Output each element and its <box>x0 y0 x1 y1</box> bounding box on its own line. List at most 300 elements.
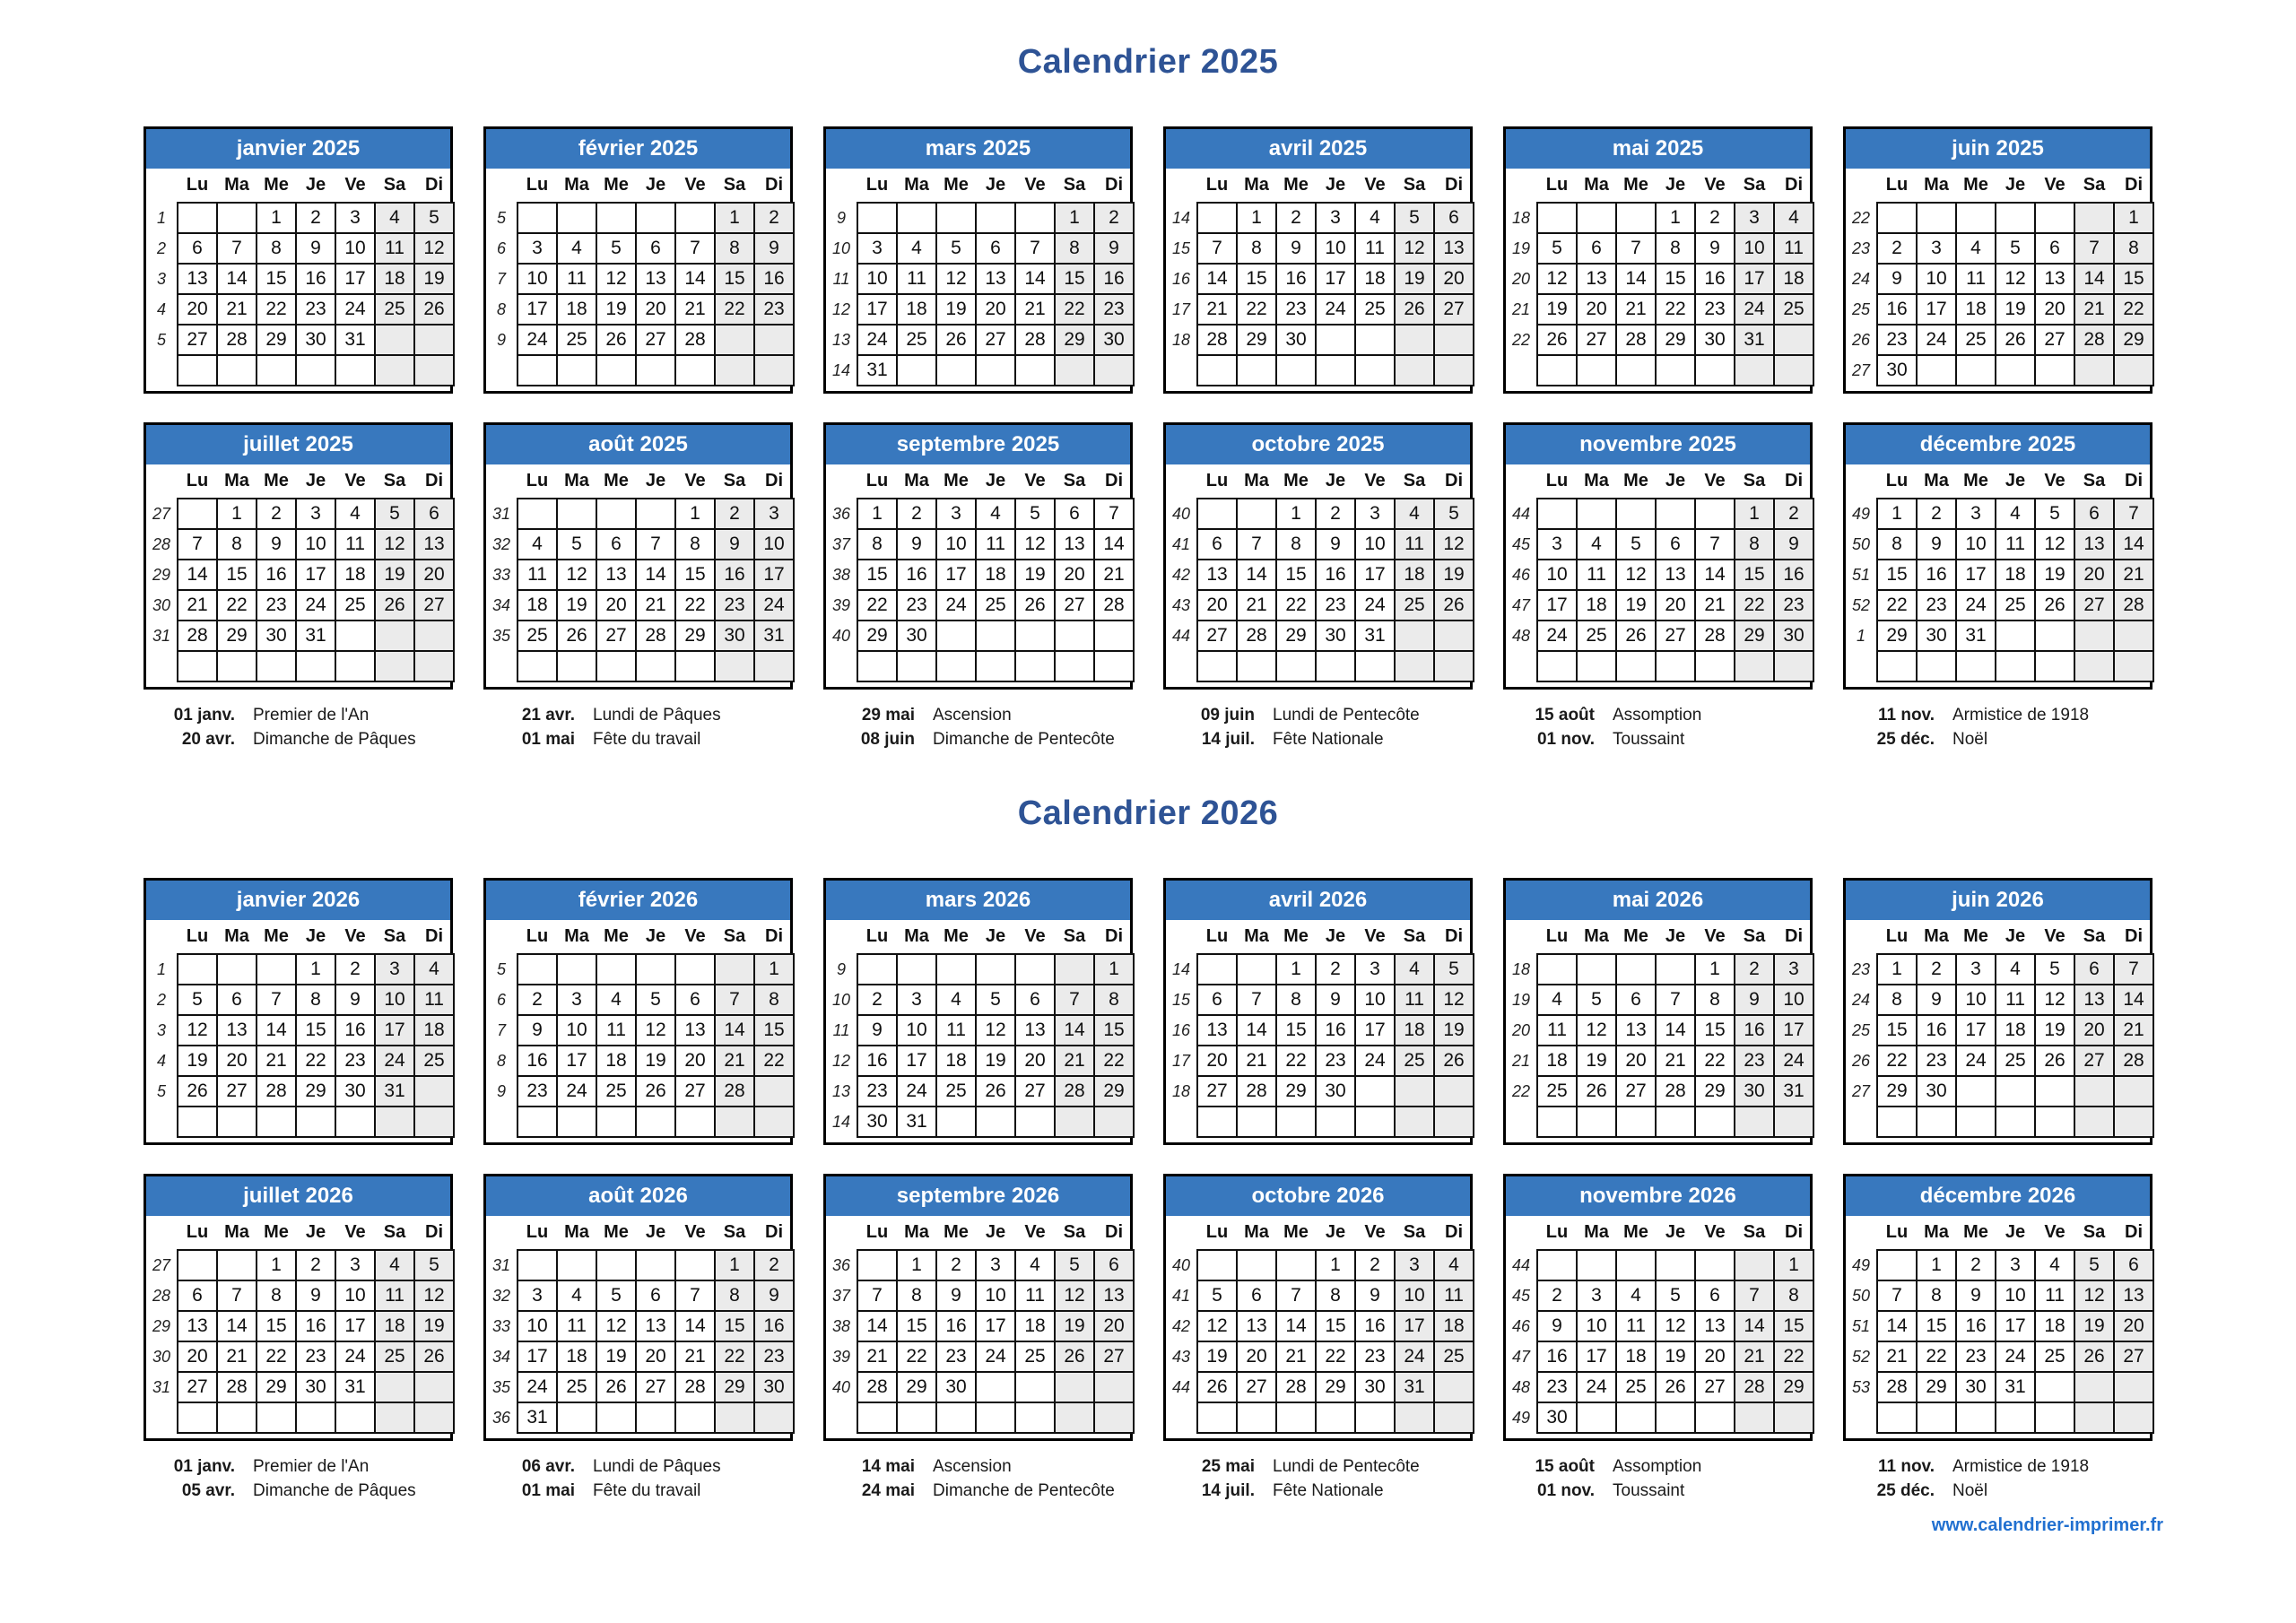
day-cell: 29 <box>1774 1372 1813 1402</box>
day-cell: 25 <box>1616 1372 1656 1402</box>
day-cell: 3 <box>557 985 596 1015</box>
day-cell <box>976 621 1015 651</box>
day-cell: 23 <box>517 1076 557 1107</box>
day-cell: 10 <box>1395 1280 1434 1311</box>
day-cell: 5 <box>1395 203 1434 233</box>
day-cell: 29 <box>675 621 715 651</box>
day-header-cell: Di <box>1445 471 1463 490</box>
week-number-cell: 50 <box>1846 529 1877 560</box>
week-row <box>1846 1076 2153 1107</box>
day-header-row <box>146 464 454 499</box>
holiday-date: 01 janv. <box>173 706 235 725</box>
day-cell: 9 <box>517 1015 557 1046</box>
day-cell: 7 <box>1197 233 1237 264</box>
day-cell <box>675 203 715 233</box>
month-title: novembre 2026 <box>1506 1176 1810 1216</box>
day-cell: 22 <box>715 294 754 325</box>
day-cell <box>1735 355 1774 386</box>
day-cell: 3 <box>517 1280 557 1311</box>
day-header-cell: Sa <box>383 471 406 490</box>
week-row <box>486 621 794 651</box>
year-title: Calendrier 2026 <box>1017 794 1279 832</box>
day-cell: 28 <box>675 1372 715 1402</box>
day-header-cell: Sa <box>1403 926 1426 946</box>
week-number-cell: 48 <box>1506 1372 1537 1402</box>
week-row <box>826 529 1134 560</box>
day-cell <box>1197 651 1237 681</box>
day-cell: 17 <box>1355 1015 1395 1046</box>
day-cell: 3 <box>1577 1280 1616 1311</box>
day-cell: 11 <box>375 1280 414 1311</box>
day-cell <box>517 954 557 985</box>
day-cell: 17 <box>897 1046 936 1076</box>
day-cell: 24 <box>976 1341 1015 1372</box>
day-cell: 3 <box>1395 1250 1434 1280</box>
day-cell <box>375 1107 414 1137</box>
day-cell: 15 <box>1276 560 1316 590</box>
week-number-cell <box>1506 355 1537 386</box>
day-cell: 20 <box>1656 590 1695 621</box>
day-cell <box>2074 1076 2114 1107</box>
day-cell <box>1237 954 1276 985</box>
day-cell <box>754 355 794 386</box>
day-cell: 8 <box>2114 233 2153 264</box>
week-row <box>486 1402 794 1433</box>
day-cell: 7 <box>2114 954 2153 985</box>
day-cell: 5 <box>1656 1280 1695 1311</box>
day-cell <box>596 1402 636 1433</box>
day-cell: 18 <box>1395 560 1434 590</box>
week-row <box>1846 1107 2153 1137</box>
day-header-cell: Sa <box>2083 175 2106 195</box>
day-cell <box>257 651 296 681</box>
week-number-cell: 40 <box>1166 499 1197 529</box>
day-cell: 15 <box>675 560 715 590</box>
holiday-entry <box>1525 727 1813 751</box>
day-cell: 17 <box>1917 294 1956 325</box>
day-cell <box>178 1250 217 1280</box>
day-cell <box>1577 954 1616 985</box>
day-header-cell: Je <box>645 926 666 946</box>
day-cell: 2 <box>1877 233 1917 264</box>
day-cell <box>1015 954 1055 985</box>
day-cell <box>257 954 296 985</box>
day-cell: 27 <box>1094 1341 1134 1372</box>
day-header-cell: Me <box>264 175 289 195</box>
day-cell: 18 <box>517 590 557 621</box>
day-cell: 7 <box>217 233 257 264</box>
week-number-column-header <box>1846 464 1877 499</box>
day-cell: 15 <box>217 560 257 590</box>
week-number-cell: 37 <box>826 529 857 560</box>
day-cell <box>414 1107 454 1137</box>
day-cell <box>517 1250 557 1280</box>
footer-link[interactable]: www.calendrier-imprimer.fr <box>1931 1515 2163 1535</box>
day-cell: 21 <box>675 294 715 325</box>
day-cell: 29 <box>1316 1372 1355 1402</box>
day-cell: 10 <box>1735 233 1774 264</box>
day-header-cell: Lu <box>865 471 889 490</box>
day-cell: 24 <box>1917 325 1956 355</box>
day-cell <box>1434 1402 1474 1433</box>
day-cell: 28 <box>2114 590 2153 621</box>
month-calendar <box>144 1174 453 1441</box>
week-number-cell: 17 <box>1166 1046 1197 1076</box>
day-cell: 17 <box>754 560 794 590</box>
day-cell <box>296 355 335 386</box>
day-cell: 20 <box>636 1341 675 1372</box>
holiday-date: 15 août <box>1535 706 1595 725</box>
day-cell: 20 <box>1695 1341 1735 1372</box>
month-calendar <box>483 1174 793 1441</box>
day-cell <box>1055 355 1094 386</box>
day-cell <box>414 1402 454 1433</box>
week-row <box>1846 985 2153 1015</box>
day-cell: 24 <box>296 590 335 621</box>
day-cell: 17 <box>1956 560 1996 590</box>
day-cell: 13 <box>1434 233 1474 264</box>
day-header-cell: Me <box>1283 471 1309 490</box>
week-number-cell: 31 <box>486 499 517 529</box>
day-header-row <box>1846 920 2153 954</box>
week-row <box>1846 499 2153 529</box>
day-header-cell: Lu <box>865 926 889 946</box>
day-cell <box>1355 1402 1395 1433</box>
day-cell: 21 <box>2114 560 2153 590</box>
week-number-cell: 47 <box>1506 1341 1537 1372</box>
week-number-cell: 2 <box>146 985 178 1015</box>
day-cell <box>2114 621 2153 651</box>
day-cell: 6 <box>976 233 1015 264</box>
day-cell: 12 <box>1015 529 1055 560</box>
day-header-cell: Ve <box>2044 1222 2066 1242</box>
day-cell: 19 <box>2074 1311 2114 1341</box>
day-cell <box>976 954 1015 985</box>
day-cell: 25 <box>414 1046 454 1076</box>
week-number-cell: 5 <box>146 1076 178 1107</box>
day-header-cell: Di <box>2125 471 2143 490</box>
day-cell: 13 <box>2114 1280 2153 1311</box>
month-grid <box>826 169 1135 386</box>
month-title: février 2026 <box>486 881 790 920</box>
day-cell <box>1094 1372 1134 1402</box>
day-cell: 7 <box>715 985 754 1015</box>
day-cell: 17 <box>1956 1015 1996 1046</box>
day-cell <box>1774 325 1813 355</box>
day-header-cell: Je <box>305 1222 326 1242</box>
day-header-cell: Di <box>2125 1222 2143 1242</box>
day-header-row <box>1846 1216 2153 1250</box>
week-row <box>1506 264 1813 294</box>
week-row <box>1166 1280 1474 1311</box>
day-cell: 9 <box>1735 985 1774 1015</box>
day-cell: 18 <box>2035 1311 2074 1341</box>
week-number-cell: 42 <box>1166 560 1197 590</box>
month-grid <box>1506 1216 1814 1434</box>
day-cell: 2 <box>715 499 754 529</box>
day-cell: 26 <box>1015 590 1055 621</box>
day-cell: 21 <box>1276 1341 1316 1372</box>
month-grid <box>146 464 455 682</box>
week-row <box>1506 1046 1813 1076</box>
day-cell: 8 <box>296 985 335 1015</box>
month-title: juin 2025 <box>1846 129 2150 169</box>
day-cell: 10 <box>1996 1280 2035 1311</box>
day-cell: 4 <box>1355 203 1395 233</box>
day-cell: 21 <box>636 590 675 621</box>
day-cell: 8 <box>257 233 296 264</box>
holiday-label: Fête du travail <box>593 730 701 749</box>
week-number-cell: 5 <box>486 954 517 985</box>
day-cell: 3 <box>1956 499 1996 529</box>
day-cell <box>1355 1107 1395 1137</box>
day-cell: 11 <box>976 529 1015 560</box>
day-header-row <box>826 169 1134 203</box>
day-cell: 4 <box>2035 1250 2074 1280</box>
day-cell: 29 <box>1094 1076 1134 1107</box>
day-cell: 20 <box>675 1046 715 1076</box>
week-row <box>826 985 1134 1015</box>
week-number-cell: 27 <box>146 499 178 529</box>
day-header-cell: Ve <box>1704 926 1726 946</box>
day-cell: 17 <box>857 294 897 325</box>
week-row <box>826 203 1134 233</box>
day-cell: 2 <box>1735 954 1774 985</box>
day-header-cell: Ma <box>1244 926 1269 946</box>
month-calendar <box>483 422 793 690</box>
day-cell <box>936 1107 976 1137</box>
day-cell: 29 <box>1735 621 1774 651</box>
day-header-cell: Me <box>264 471 289 490</box>
week-number-cell: 5 <box>146 325 178 355</box>
day-cell: 27 <box>1577 325 1616 355</box>
day-cell: 21 <box>1695 590 1735 621</box>
day-cell: 14 <box>1237 1015 1276 1046</box>
day-cell: 4 <box>1395 954 1434 985</box>
day-cell: 24 <box>1577 1372 1616 1402</box>
day-header-row <box>1506 169 1813 203</box>
week-row <box>1506 1076 1813 1107</box>
day-cell: 9 <box>1956 1280 1996 1311</box>
day-cell: 28 <box>1276 1372 1316 1402</box>
day-cell: 21 <box>1656 1046 1695 1076</box>
day-cell <box>2035 1107 2074 1137</box>
week-number-cell: 9 <box>826 203 857 233</box>
day-cell: 14 <box>715 1015 754 1046</box>
day-cell: 11 <box>1395 529 1434 560</box>
day-cell: 14 <box>1237 560 1276 590</box>
day-cell: 23 <box>897 590 936 621</box>
day-cell: 20 <box>414 560 454 590</box>
week-row <box>1506 499 1813 529</box>
day-header-cell: Me <box>1623 1222 1648 1242</box>
day-cell <box>1774 1107 1813 1137</box>
holiday-column <box>144 703 453 751</box>
day-cell: 1 <box>754 954 794 985</box>
day-cell: 27 <box>976 325 1015 355</box>
week-number-column-header <box>486 464 517 499</box>
week-row <box>1166 1250 1474 1280</box>
week-number-cell <box>1846 1107 1877 1137</box>
day-cell <box>596 1250 636 1280</box>
week-row <box>486 1311 794 1341</box>
day-cell: 23 <box>936 1341 976 1372</box>
day-header-cell: Sa <box>1063 175 1086 195</box>
week-number-column-header <box>146 1216 178 1250</box>
month-title: octobre 2025 <box>1166 425 1470 464</box>
day-cell: 28 <box>715 1076 754 1107</box>
day-cell: 19 <box>178 1046 217 1076</box>
day-cell: 21 <box>257 1046 296 1076</box>
day-cell: 29 <box>1055 325 1094 355</box>
holiday-entry <box>505 1479 793 1503</box>
day-cell: 10 <box>1956 529 1996 560</box>
day-cell: 5 <box>375 499 414 529</box>
week-row <box>486 529 794 560</box>
day-cell: 16 <box>1695 264 1735 294</box>
week-number-cell: 44 <box>1506 499 1537 529</box>
day-cell: 16 <box>1917 1015 1956 1046</box>
day-cell: 7 <box>2074 233 2114 264</box>
day-cell: 10 <box>1774 985 1813 1015</box>
day-cell: 23 <box>715 590 754 621</box>
day-header-cell: Me <box>604 471 629 490</box>
day-header-cell: Sa <box>1063 1222 1086 1242</box>
day-cell <box>178 355 217 386</box>
day-cell: 2 <box>1917 499 1956 529</box>
holiday-label: Dimanche de Pentecôte <box>933 730 1115 749</box>
day-cell <box>1434 355 1474 386</box>
day-cell <box>2035 203 2074 233</box>
day-cell: 3 <box>897 985 936 1015</box>
day-cell: 18 <box>1577 590 1616 621</box>
week-row <box>826 1015 1134 1046</box>
day-cell: 6 <box>1434 203 1474 233</box>
day-header-cell: Di <box>1105 926 1123 946</box>
day-header-cell: Je <box>1665 471 1686 490</box>
day-header-row <box>1506 464 1813 499</box>
day-header-cell: Ma <box>564 1222 589 1242</box>
day-cell <box>414 651 454 681</box>
day-header-cell: Ma <box>1924 926 1949 946</box>
day-cell: 17 <box>335 1311 375 1341</box>
day-cell: 26 <box>178 1076 217 1107</box>
week-number-cell: 43 <box>1166 590 1197 621</box>
day-cell <box>217 355 257 386</box>
day-cell <box>557 1250 596 1280</box>
week-number-cell: 40 <box>826 621 857 651</box>
day-cell: 19 <box>1015 560 1055 590</box>
week-number-column-header <box>826 169 857 203</box>
week-row <box>1846 1250 2153 1280</box>
day-cell: 30 <box>1774 621 1813 651</box>
day-cell: 20 <box>178 1341 217 1372</box>
day-cell: 4 <box>1395 499 1434 529</box>
week-number-cell: 13 <box>826 325 857 355</box>
day-cell: 31 <box>335 1372 375 1402</box>
day-header-cell: Sa <box>723 1222 746 1242</box>
day-cell: 13 <box>636 264 675 294</box>
week-number-cell: 9 <box>826 954 857 985</box>
day-cell <box>335 355 375 386</box>
day-cell: 15 <box>257 1311 296 1341</box>
day-header-cell: Lu <box>526 1222 549 1242</box>
week-number-cell: 14 <box>1166 954 1197 985</box>
day-header-cell: Ve <box>1024 926 1046 946</box>
week-number-cell: 18 <box>1506 954 1537 985</box>
day-header-cell: Ma <box>1244 175 1269 195</box>
day-cell: 19 <box>1656 1341 1695 1372</box>
week-number-cell: 14 <box>826 355 857 386</box>
day-cell: 7 <box>1094 499 1134 529</box>
day-cell: 23 <box>1735 1046 1774 1076</box>
day-header-cell: Di <box>425 1222 443 1242</box>
day-header-cell: Me <box>944 471 969 490</box>
day-cell <box>1616 1402 1656 1433</box>
day-header-cell: Lu <box>1545 175 1569 195</box>
holiday-label: Noël <box>1952 1481 1988 1500</box>
week-row <box>826 1372 1134 1402</box>
day-cell <box>1316 1402 1355 1433</box>
day-cell <box>1616 651 1656 681</box>
day-cell: 26 <box>557 621 596 651</box>
day-cell <box>296 1402 335 1433</box>
day-header-cell: Lu <box>1885 926 1909 946</box>
day-cell: 2 <box>936 1250 976 1280</box>
day-cell: 27 <box>217 1076 257 1107</box>
month-title: janvier 2025 <box>146 129 450 169</box>
week-row <box>1166 1076 1474 1107</box>
day-cell: 25 <box>1996 590 2035 621</box>
day-cell: 2 <box>754 1250 794 1280</box>
month-title: février 2025 <box>486 129 790 169</box>
day-cell: 30 <box>1276 325 1316 355</box>
week-row <box>1166 203 1474 233</box>
day-cell: 4 <box>936 985 976 1015</box>
day-cell: 9 <box>1537 1311 1577 1341</box>
day-cell: 13 <box>2035 264 2074 294</box>
month-title: mai 2026 <box>1506 881 1810 920</box>
day-cell: 12 <box>557 560 596 590</box>
day-cell: 1 <box>257 203 296 233</box>
day-cell: 14 <box>2114 529 2153 560</box>
day-cell: 9 <box>936 1280 976 1311</box>
week-row <box>1166 1341 1474 1372</box>
day-cell: 2 <box>1695 203 1735 233</box>
day-cell <box>1015 621 1055 651</box>
day-header-cell: Je <box>1665 926 1686 946</box>
day-cell <box>1197 1402 1237 1433</box>
week-row <box>1506 1250 1813 1280</box>
day-header-row <box>1166 1216 1474 1250</box>
week-row <box>486 203 794 233</box>
week-number-cell: 52 <box>1846 590 1877 621</box>
day-cell <box>1237 651 1276 681</box>
day-cell <box>1395 1402 1434 1433</box>
day-cell: 8 <box>1877 529 1917 560</box>
day-cell: 12 <box>596 264 636 294</box>
day-header-cell: Ve <box>1024 471 1046 490</box>
week-number-cell: 6 <box>486 985 517 1015</box>
holiday-label: Dimanche de Pentecôte <box>933 1481 1115 1500</box>
day-cell: 15 <box>1774 1311 1813 1341</box>
week-row <box>826 560 1134 590</box>
day-header-cell: Ma <box>904 471 929 490</box>
day-header-cell: Ma <box>224 926 249 946</box>
day-cell: 30 <box>754 1372 794 1402</box>
day-cell: 9 <box>754 233 794 264</box>
day-cell <box>1996 651 2035 681</box>
